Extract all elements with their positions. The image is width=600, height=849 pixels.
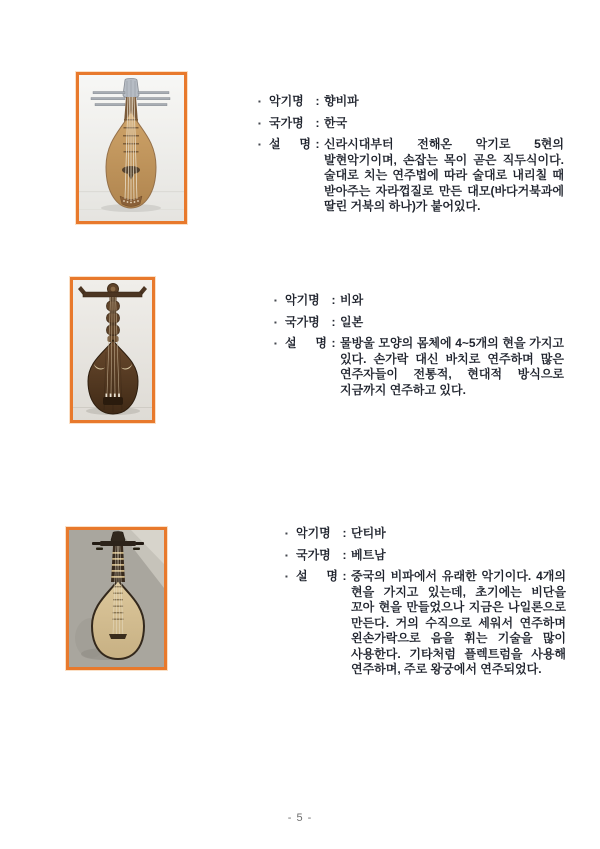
instrument-info-biwa [274,293,564,404]
field-country-name [285,548,566,564]
field-value: 일본 [340,314,364,329]
bullet-square-icon: ▪ [274,339,277,348]
field-value: 비와 [340,293,364,307]
field-value: 신라시대부터 전해온 악기로 5현의 발현악기이며, 손잡는 목이 곧은 직두식이다. 술대로 치는 연주법에 따라 술대로 내리칠 때 받아주는 자라껍질로 만든 대모(바다거북과에 딸린 거북의 하나)가 붙어있다. [324,137,564,213]
field-label: 설 명 [285,336,327,350]
field-value: 한국 [324,115,348,130]
bullet-square-icon: ▪ [274,296,277,305]
field-label: 설 명 [296,569,338,583]
field-value: 단티바 [351,526,386,540]
field-country-name [258,116,564,132]
page-number: - 5 - [287,812,313,824]
field-label: 국가명 [269,115,304,130]
field-value: 물방울 모양의 몸체에 4~5개의 현을 가지고 있다. 손가락 대신 바치로 연주하며 많은 연주자들이 전통적, 현대적 방식으로 지금까지 연주하고 있다. [340,336,564,397]
instrument-info-dan-ty-ba [285,526,566,684]
field-colon: : [315,94,320,108]
field-label: 설 명 [269,137,311,151]
field-value: 베트남 [351,547,386,562]
field-colon: : [331,314,336,329]
field-label: 국가명 [296,547,331,562]
instrument-info-hyang-bipa [258,94,564,221]
field-instrument-name [274,293,564,309]
field-colon: : [331,336,336,350]
field-colon: : [315,115,320,130]
field-label: 악기명 [296,526,331,540]
bullet-square-icon: ▪ [285,572,288,581]
bullet-square-icon: ▪ [258,140,261,149]
bullet-square-icon: ▪ [274,317,277,327]
biwa-photo [70,277,155,423]
field-description [258,137,564,215]
field-instrument-name [285,526,566,542]
bullet-square-icon: ▪ [258,97,261,106]
dan-ty-ba-illustration [69,530,164,667]
bridge [109,634,127,639]
hyang-bipa-illustration [79,75,184,221]
field-colon: : [315,137,320,151]
field-label: 악기명 [285,293,320,307]
field-label: 악기명 [269,94,304,108]
field-country-name [274,315,564,331]
neck [111,546,125,582]
field-colon: : [331,293,336,307]
field-instrument-name [258,94,564,110]
field-value: 중국의 비파에서 유래한 악기이다. 4개의 현을 가지고 있는데, 초기에는 비단을 꼬아 현을 만들었으나 지금은 나일론으로 만든다. 거의 수직으로 세워서 연주하며 왼손가락으로 음을 휘는 기술을 많이 사용한다. 기타처럼 플렉트럼을 사용해 연주하며, 주로 왕궁에서 연주되었다. [351,569,566,676]
field-value: 향비파 [324,94,359,108]
bullet-square-icon: ▪ [285,550,288,560]
biwa-illustration [73,280,152,420]
hyang-bipa-photo [76,72,187,224]
field-colon: : [342,526,347,540]
field-colon: : [342,547,347,562]
dan-ty-ba-photo [66,527,167,670]
field-description [285,569,566,678]
bullet-square-icon: ▪ [258,118,261,128]
field-label: 국가명 [285,314,320,329]
field-colon: : [342,569,347,583]
bullet-square-icon: ▪ [285,529,288,538]
field-description [274,336,564,398]
